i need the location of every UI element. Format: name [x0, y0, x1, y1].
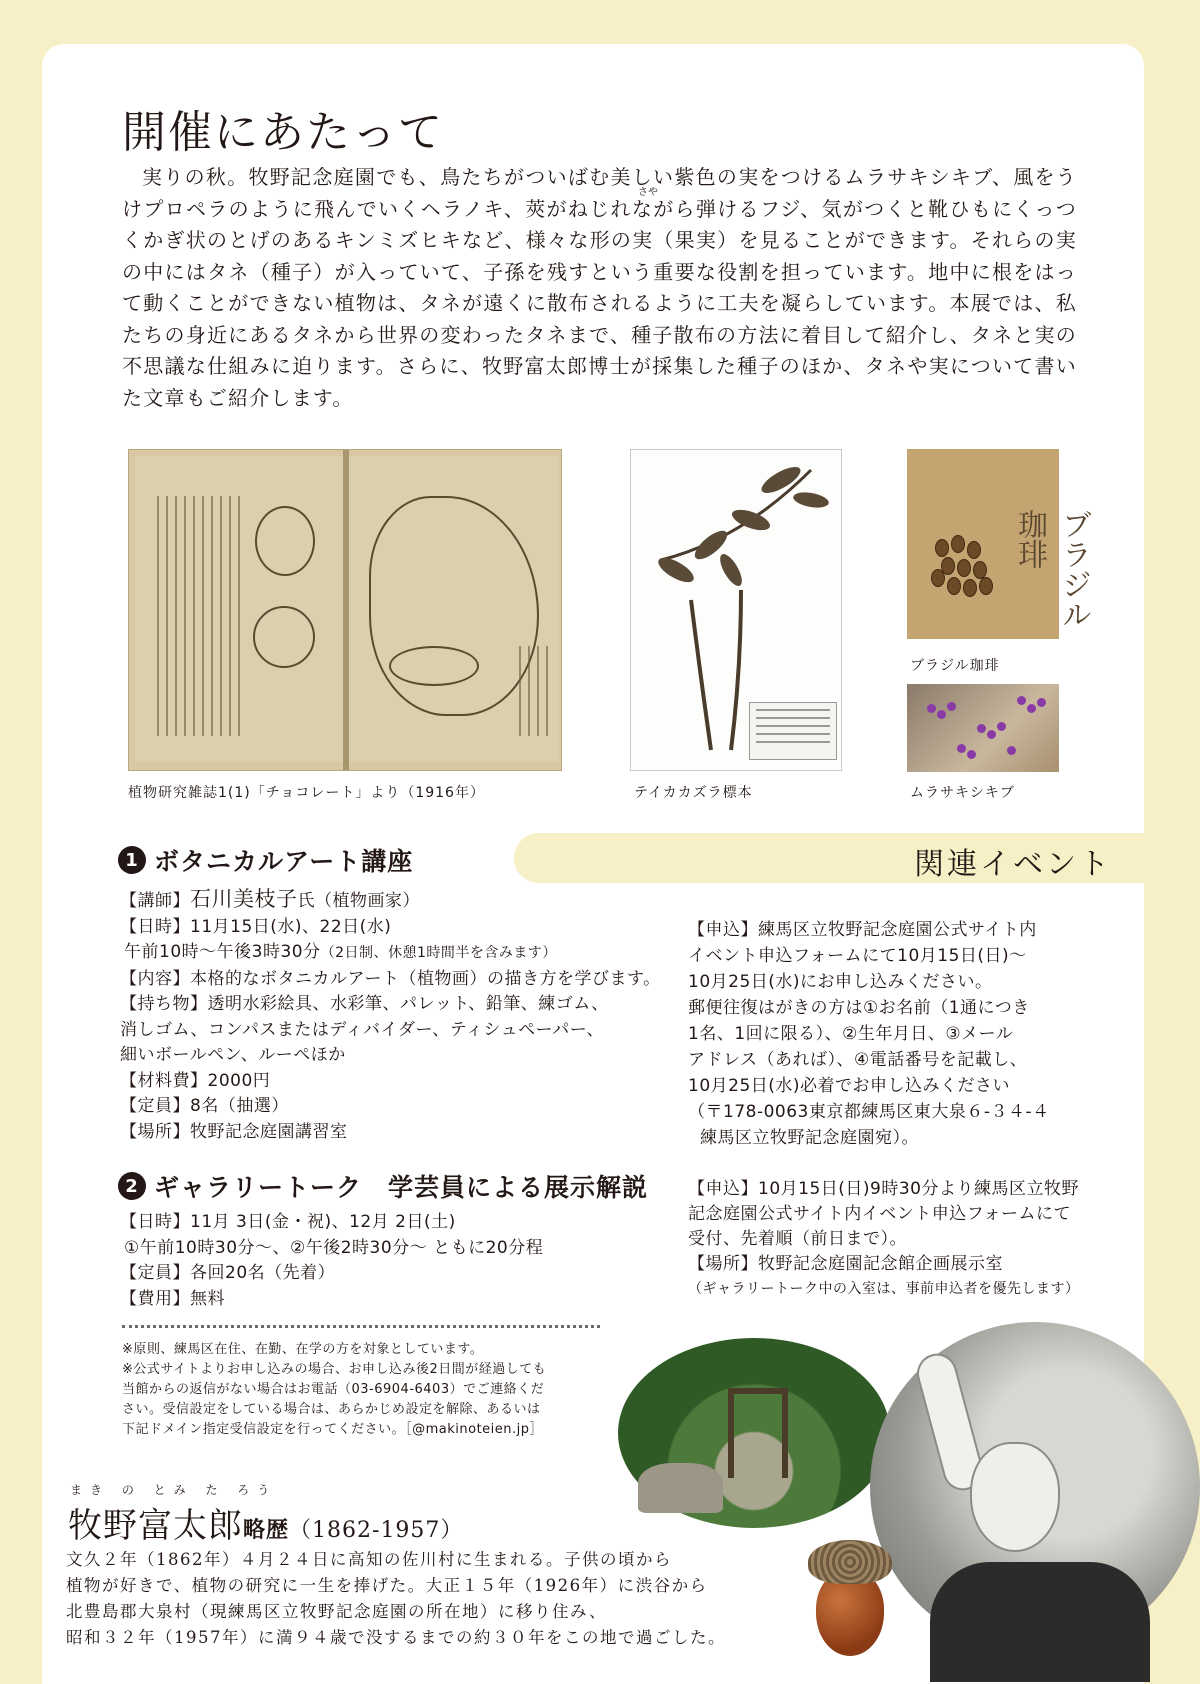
specimen-label [749, 702, 837, 760]
makino-portrait-photo [870, 1322, 1200, 1652]
event2-details: 【日時】11月 3日(金・祝)、12月 2日(土) ①午前10時30分～、②午後2時30分～ ともに20分程 【定員】各回20名（先着） 【費用】無料 [120, 1212, 544, 1309]
bio-ruby: まき の とみ た ろう [70, 1483, 278, 1497]
event1-apply: 【申込】練馬区立牧野記念庭園公式サイト内 イベント申込フォームにて10月15日(日)～ 10月25日(水)にお申し込みください。 郵便往復はがきの方は①お名前（1通につき 1名、1回に限る）、②生年月日、③メール アドレス（あれば）、④電話番号を記載し、 10月25日(水)必着でお申し込みください （〒178-0063東京都練馬区東大泉６-３４-４ 練馬区立牧野記念庭園宛）。 [688, 920, 1050, 1148]
related-events-label: 関連イベント [914, 847, 1112, 882]
ruby-saya: さや [638, 187, 658, 198]
caption-book: 植物研究雑誌1(1)「チョコレート」より（1916年） [128, 785, 485, 801]
event2-title [118, 1168, 648, 1204]
gate-shape [728, 1388, 788, 1478]
packet-handwriting: ブラジル珈琲 [1012, 509, 1091, 629]
event1-number: 1 [118, 846, 146, 874]
event2-apply: 【申込】10月15日(日)9時30分より練馬区立牧野 記念庭園公式サイト内イベント申込フォームにて 受付、先着順（前日まで）。 【場所】牧野記念庭園記念館企画展示室 （ギャラリートーク中の入室は、事前申込者を優先します） [688, 1179, 1080, 1297]
event2-title-text: ギャラリートーク 学芸員による展示解説 [154, 1173, 649, 1202]
garden-photo [618, 1338, 890, 1528]
coffee-packet-image [907, 449, 1091, 639]
bio-text: 文久２年（1862年）４月２４日に高知の佐川村に生まれる。子供の頃から 植物が好きで、植物の研究に一生を捧げた。大正１５年（1926年）に渋谷から 北豊島郡大泉村（現練馬区立牧野記念庭園の所在地）に移り住み、 昭和３２年（1957年）に満９４歳で没するまでの約３０年をこの地で過ごした。 [66, 1550, 726, 1647]
event2-number: 2 [118, 1172, 146, 1200]
caption-murasaki: ムラサキシキブ [910, 785, 1015, 801]
book-right-page [349, 456, 559, 762]
divider-dotted [122, 1325, 600, 1328]
book-image [128, 449, 562, 771]
book-left-page [135, 456, 345, 762]
event1-details: 【講師】石川美枝子氏（植物画家） 【日時】11月15日(水)、22日(水) 午前10時～午後3時30分（2日制、休憩1時間半を含みます） 【内容】本格的なボタニカルアート（植物画）の描き方を学びます。 【持ち物】透明水彩絵具、水彩筆、パレット、鉛筆、練ゴム、 消しゴム、コンパスまたはディバイダー、ティシュペーパー、 細いボールペン、ルーペほか 【材料費】2000円 【定員】8名（抽選） 【場所】牧野記念庭園講習室 [120, 887, 661, 1142]
notes: ※原則、練馬区在住、在勤、在学の方を対象としています。 ※公式サイトよりお申し込みの場合、お申し込み後2日間が経過しても 当館からの返信がない場合はお電話（03-6904-6403）でご連絡くだ さい。受信設定をしている場合は、あらかじめ設定を解除、あるいは 下記ドメイン指定受信設定を行ってください。［@makinoteien.jp］ [122, 1342, 547, 1437]
murasaki-image [907, 684, 1059, 772]
caption-coffee: ブラジル珈琲 [910, 658, 1000, 674]
specimen-image [630, 449, 842, 771]
event1-title [118, 842, 413, 878]
intro-text: 実りの秋。牧野記念庭園でも、鳥たちがついばむ美しい紫色の実をつけるムラサキシキブ、風をうけプロペラのように飛んでいくヘラノキ、莢がねじれながら弾けるフジ、気がつくと靴ひもにくっつくかぎ状のとげのあるキンミズヒキなど、様々な形の実（果実）を見ることができます。それらの実の中にはタネ（種子）が入っていて、子孫を残すという重要な役割を担っています。地中に根をはって動くことができない植物は、タネが遠くに散布されるように工夫を凝らしています。本展では、私たちの身近にあるタネから世界の変わったタネまで、種子散布の方法に着目して紹介し、タネと実の不思議な仕組みに迫ります。さらに、牧野富太郎博士が採集した種子のほか、タネや実について書いた文章もご紹介します。 [122, 165, 1077, 410]
page-title: 開催にあたって [122, 107, 444, 158]
caption-specimen: テイカカズラ標本 [634, 785, 753, 801]
bio-title: 牧野富太郎略歴（1862-1957） [68, 1506, 464, 1546]
event1-title-text: ボタニカルアート講座 [154, 847, 414, 876]
acorn-image [800, 1540, 900, 1660]
stone-shape [638, 1463, 723, 1513]
related-events-banner [514, 833, 1144, 883]
